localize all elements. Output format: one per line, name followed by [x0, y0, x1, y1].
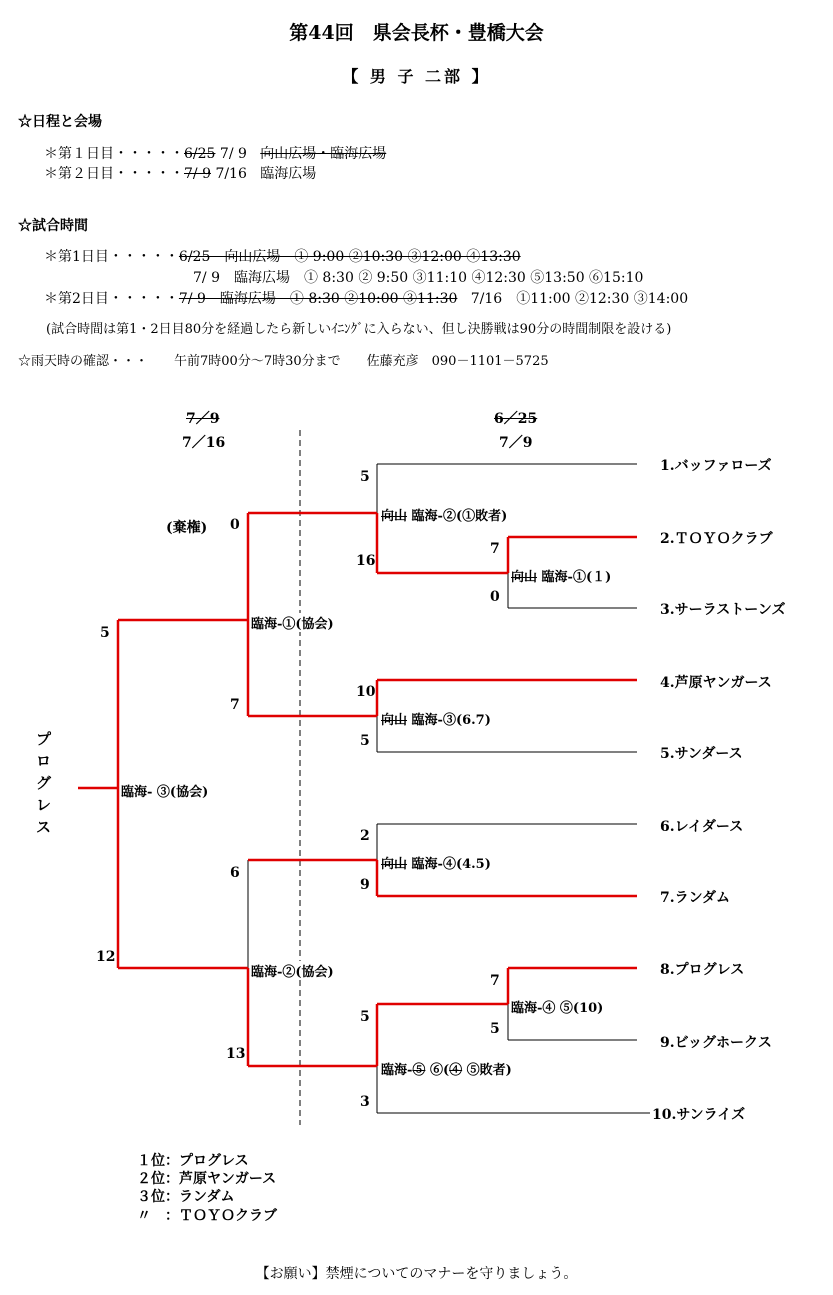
match-label-m6 [381, 1059, 512, 1078]
forfeit-note: (棄権) [166, 520, 208, 536]
match-code: 臨海-①(１) [541, 570, 612, 585]
schedule-day1-date: 7/ 9 [219, 146, 247, 162]
schedule-day2-prefix: ＊第２日目・・・・・ [44, 166, 184, 182]
times-heading: ☆試合時間 [18, 218, 88, 234]
score: 12 [96, 949, 116, 965]
score: 0 [230, 517, 240, 533]
team-name: 4.芦原ヤンガース [660, 675, 772, 691]
score: 6 [230, 865, 240, 881]
match-label-final: 臨海- ③(協会) [121, 781, 208, 800]
score: 5 [490, 1021, 500, 1037]
page-subtitle: 【 男 子 二部 】 [342, 67, 491, 86]
result-second: ２位：芦原ヤンガース [137, 1171, 277, 1187]
result-third: ３位：ランダム [137, 1189, 235, 1205]
match-code: ⑥( [425, 1063, 450, 1078]
times-day1-prefix: ＊第1日目・・・・・ [44, 249, 179, 265]
match-code: 臨海-③(6.7) [411, 713, 491, 728]
match-label-m3 [381, 709, 491, 728]
champion-char: ロ [36, 752, 52, 770]
score: 7 [230, 697, 240, 713]
footer-notice: 【お願い】禁煙についてのマナーを守りましょう。 [255, 1266, 578, 1282]
team-name: 2.ＴＯＹＯクラブ [660, 531, 773, 547]
match-code-struck: ⑤ [412, 1063, 426, 1078]
times-day1-row2: 7/ 9 臨海広場 ① 8:30 ② 9:50 ③11:10 ④12:30 ⑤13:50 ⑥15:10 [193, 270, 644, 286]
schedule-day2-old-date: 7/ 9 [184, 166, 211, 182]
score: 3 [360, 1094, 370, 1110]
score: 5 [360, 469, 370, 485]
score: 0 [490, 589, 500, 605]
champion-char: レ [36, 796, 52, 814]
team-name: 9.ビッグホークス [660, 1035, 772, 1051]
champion-vertical [36, 728, 51, 838]
match-code: 臨海-②(①敗者) [411, 509, 508, 524]
score: 5 [100, 625, 110, 641]
team-name: 7.ランダム [660, 890, 731, 906]
match-venue-struck: 向山 [511, 570, 538, 585]
times-day2-rest: 7/16 ①11:00 ②12:30 ③14:00 [470, 291, 689, 307]
score: 10 [356, 684, 376, 700]
match-code: ⑤敗者) [462, 1063, 512, 1078]
team-name: 10.サンライズ [652, 1107, 746, 1123]
times-day1-struck: 6/25 向山広場 ① 9:00 ②10:30 ③12:00 ④13:30 [178, 249, 521, 265]
schedule-day1-old-date: 6/25 [184, 146, 216, 162]
page-title: 第44回 県会長杯・豊橋大会 [289, 22, 544, 44]
match-venue-struck: 向山 [381, 509, 408, 524]
score: 7 [490, 541, 500, 557]
match-venue-struck: 向山 [381, 857, 408, 872]
score: 5 [360, 1009, 370, 1025]
match-label-m2 [511, 566, 611, 585]
team-name: 3.サーラストーンズ [660, 602, 786, 618]
right-date: 7／9 [499, 435, 533, 451]
schedule-day2-venue: 臨海広場 [260, 166, 317, 182]
champion-char: グ [36, 774, 52, 792]
team-name: 5.サンダース [660, 746, 743, 762]
result-third-tie: 〃 ：ＴＯＹＯクラブ [137, 1208, 277, 1224]
match-label-m4 [381, 853, 491, 872]
match-label-m1 [381, 505, 507, 524]
score: 16 [356, 553, 376, 569]
score: 9 [360, 877, 370, 893]
score: 13 [226, 1046, 246, 1062]
team-name: 1.バッファローズ [660, 458, 772, 474]
times-note: (試合時間は第1・2日目80分を経過したら新しいｲﾆﾝｸﾞに入らない、但し決勝戦は90分の時間制限を設ける) [46, 322, 672, 337]
match-code: 臨海- [381, 1063, 413, 1078]
rain-contact: ☆雨天時の確認・・・ 午前7時00分～7時30分まで 佐藤充彦 090－1101－5725 [18, 354, 549, 369]
right-date-old: 6／25 [494, 411, 538, 427]
match-label-sf2: 臨海-②(協会) [251, 961, 334, 980]
schedule-day2-date: 7/16 [215, 166, 247, 182]
schedule-day1-prefix: ＊第１日目・・・・・ [44, 146, 184, 162]
times-day2-struck: 7/ 9 臨海広場 ① 8:30 ②10:00 ③11:30 [178, 291, 458, 307]
schedule-heading: ☆日程と会場 [18, 114, 102, 130]
match-venue-struck: 向山 [381, 713, 408, 728]
times-day2-prefix: ＊第2日目・・・・・ [44, 291, 179, 307]
match-code: 臨海-④(4.5) [411, 857, 491, 872]
score: 2 [360, 828, 370, 844]
left-date-old: 7／9 [186, 411, 220, 427]
team-name: 6.レイダース [660, 819, 744, 835]
match-code-struck: ④ [449, 1063, 463, 1078]
left-date: 7／16 [182, 435, 226, 451]
champion-char: プ [36, 730, 52, 748]
champion-char: ス [36, 818, 52, 836]
team-name: 8.プログレス [660, 962, 745, 978]
result-first: １位：プログレス [137, 1153, 249, 1169]
schedule-day1-venue: 向山広場・臨海広場 [260, 146, 387, 162]
score: 7 [490, 973, 500, 989]
match-label-m5: 臨海-④ ⑤(10) [511, 997, 603, 1016]
score: 5 [360, 733, 370, 749]
match-label-sf1: 臨海-①(協会) [251, 613, 334, 632]
